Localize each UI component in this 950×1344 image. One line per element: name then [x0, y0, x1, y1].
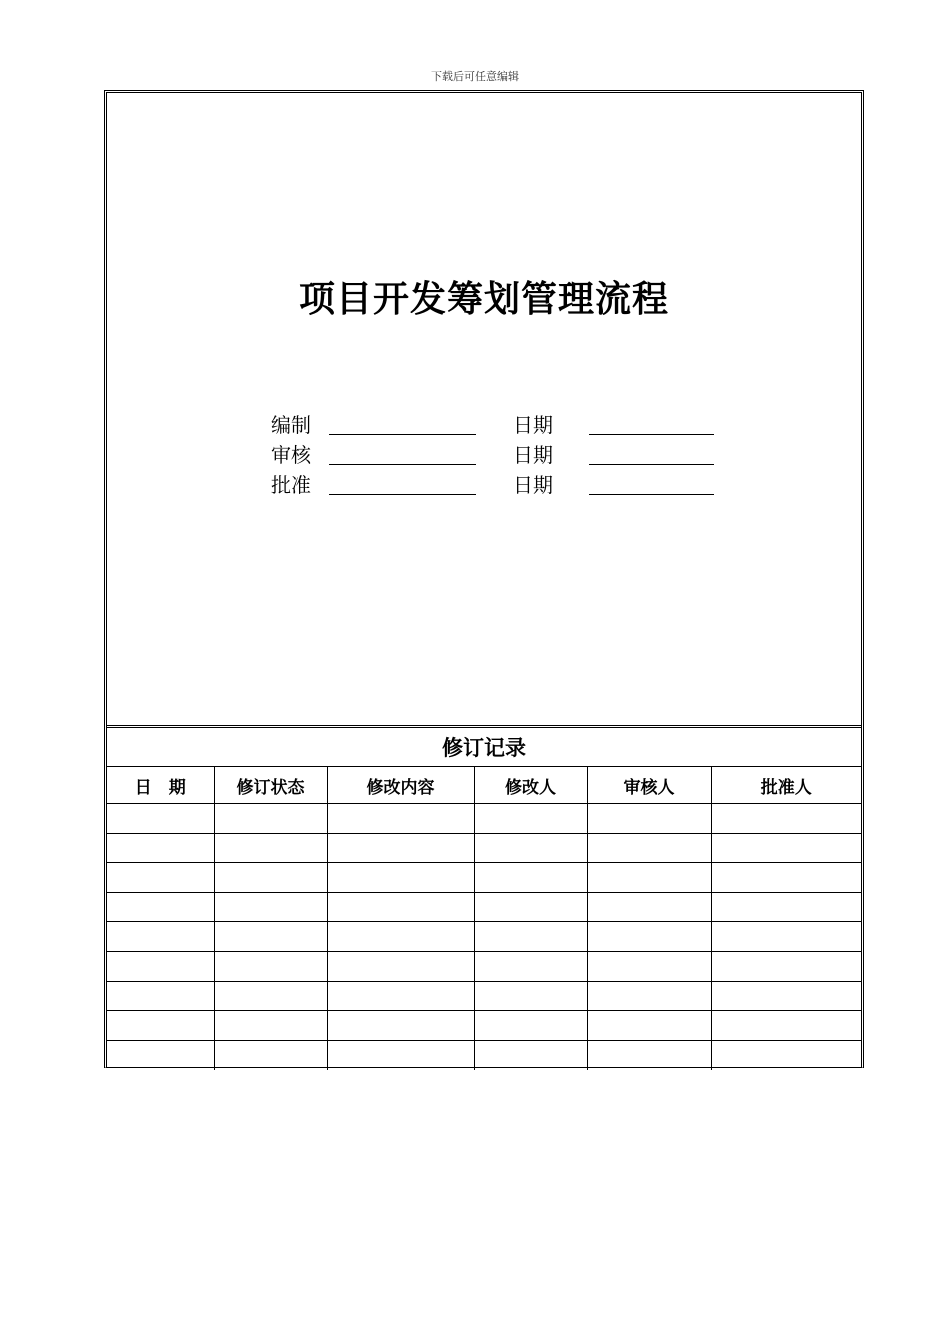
table-cell[interactable]: [711, 892, 861, 922]
column-header-approver: 批准人: [711, 767, 861, 804]
date-line[interactable]: [589, 494, 714, 495]
table-cell[interactable]: [107, 922, 214, 952]
table-cell[interactable]: [587, 951, 711, 981]
revision-header-row: [107, 767, 861, 804]
date-label: 日期: [513, 413, 553, 437]
table-cell[interactable]: [711, 981, 861, 1011]
table-cell[interactable]: [214, 833, 327, 863]
column-header-modifier: 修改人: [474, 767, 587, 804]
table-cell[interactable]: [474, 892, 587, 922]
table-cell[interactable]: [711, 804, 861, 834]
table-cell[interactable]: [587, 1040, 711, 1070]
table-cell[interactable]: [327, 951, 474, 981]
sign-row-compile: [271, 409, 731, 439]
table-cell[interactable]: [327, 1011, 474, 1041]
table-cell[interactable]: [107, 863, 214, 893]
table-cell[interactable]: [474, 863, 587, 893]
table-cell[interactable]: [214, 1011, 327, 1041]
date-line[interactable]: [589, 434, 714, 435]
table-row: [107, 804, 861, 834]
table-cell[interactable]: [474, 922, 587, 952]
table-cell[interactable]: [214, 981, 327, 1011]
table-cell[interactable]: [474, 981, 587, 1011]
table-cell[interactable]: [587, 804, 711, 834]
table-cell[interactable]: [711, 1011, 861, 1041]
signature-line[interactable]: [329, 434, 476, 435]
table-cell[interactable]: [711, 1040, 861, 1070]
header-note: 下载后可任意编辑: [431, 70, 519, 83]
table-cell[interactable]: [474, 951, 587, 981]
table-cell[interactable]: [214, 951, 327, 981]
table-cell[interactable]: [587, 833, 711, 863]
table-cell[interactable]: [327, 804, 474, 834]
table-cell[interactable]: [214, 804, 327, 834]
table-cell[interactable]: [214, 922, 327, 952]
sign-row-review: [271, 439, 731, 469]
table-cell[interactable]: [107, 981, 214, 1011]
table-cell[interactable]: [587, 1011, 711, 1041]
table-row: [107, 922, 861, 952]
table-cell[interactable]: [214, 863, 327, 893]
table-cell[interactable]: [587, 892, 711, 922]
date-label: 日期: [513, 473, 553, 497]
table-row: [107, 951, 861, 981]
table-cell[interactable]: [214, 892, 327, 922]
table-row: [107, 833, 861, 863]
table-cell[interactable]: [107, 804, 214, 834]
table-cell[interactable]: [474, 1040, 587, 1070]
table-cell[interactable]: [327, 1040, 474, 1070]
column-header-content: 修改内容: [327, 767, 474, 804]
document-frame: [104, 90, 864, 1068]
table-row: [107, 1040, 861, 1070]
column-header-reviewer: 审核人: [587, 767, 711, 804]
table-cell[interactable]: [711, 951, 861, 981]
table-cell[interactable]: [327, 892, 474, 922]
sign-label: 审核: [271, 443, 311, 467]
table-cell[interactable]: [327, 833, 474, 863]
table-cell[interactable]: [107, 892, 214, 922]
signature-line[interactable]: [329, 464, 476, 465]
column-header-status: 修订状态: [214, 767, 327, 804]
table-cell[interactable]: [327, 981, 474, 1011]
date-label: 日期: [513, 443, 553, 467]
date-line[interactable]: [589, 464, 714, 465]
table-cell[interactable]: [711, 863, 861, 893]
revision-divider: [107, 725, 861, 728]
table-row: [107, 892, 861, 922]
table-cell[interactable]: [587, 863, 711, 893]
document-title: 项目开发筹划管理流程: [298, 278, 669, 320]
table-cell[interactable]: [107, 951, 214, 981]
table-cell[interactable]: [327, 863, 474, 893]
table-cell[interactable]: [107, 1040, 214, 1070]
table-cell[interactable]: [327, 922, 474, 952]
sign-label: 编制: [271, 413, 311, 437]
table-cell[interactable]: [474, 1011, 587, 1041]
sign-row-approve: [271, 469, 731, 499]
table-cell[interactable]: [474, 833, 587, 863]
table-cell[interactable]: [711, 922, 861, 952]
table-cell[interactable]: [107, 833, 214, 863]
table-row: [107, 1011, 861, 1041]
table-cell[interactable]: [587, 981, 711, 1011]
table-cell[interactable]: [214, 1040, 327, 1070]
table-cell[interactable]: [711, 833, 861, 863]
signature-line[interactable]: [329, 494, 476, 495]
revision-title: 修订记录: [442, 735, 526, 760]
table-row: [107, 981, 861, 1011]
table-row: [107, 863, 861, 893]
table-cell[interactable]: [587, 922, 711, 952]
sign-label: 批准: [271, 473, 311, 497]
cover-section: [107, 93, 861, 725]
revision-table: [107, 766, 861, 1070]
table-cell[interactable]: [474, 804, 587, 834]
column-header-date: 日 期: [107, 767, 214, 804]
table-cell[interactable]: [107, 1011, 214, 1041]
